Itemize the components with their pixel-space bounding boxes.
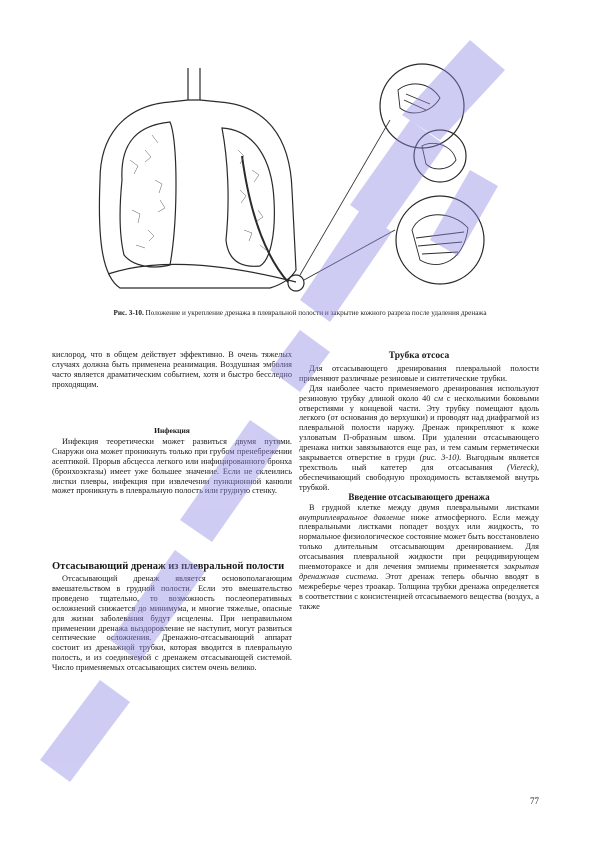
tube-p2-part-c: Выгодным является трехстволь ный катетер для отсасывания <box>299 453 540 472</box>
drainage-paragraph: Отсасывающий дренаж является основополагающим вмешательством в грудной полости. Если это вмешательство проведено тщательно, то возможность послеоперативных осложнений снижается до минимума, и многие тяжелые, опасные для жизни заболевания будут исцелены. При неправильном применении дренажа выздоровление не наступит, могут развиться септические осложнения. Дренажно-отсасывающий аппарат состоит из дренажной трубки, которая вводится в плевральную полость, и из соединяемой с дренажем отсасывающей системой. Число применяемых отсасывающих систем очень велико. <box>52 574 292 673</box>
left-column-intro <box>52 350 292 390</box>
page-number: 77 <box>530 796 539 806</box>
right-column <box>299 352 539 612</box>
left-column-drainage <box>52 561 292 673</box>
tube-p2-part-d: , обеспечивающий свободную проходимость вставляемой внутрь трубкой. <box>299 462 539 492</box>
intro-paragraph: кислород, что в общем действует эффективно. В очень тяжелых случаях должна быть применена реанимация. Воздушная эмболия часто является драматическим событием, хотя и быстро бесследно проходящим. <box>52 350 292 389</box>
left-column-infection <box>52 426 292 496</box>
intro-p1-term-2: закрытая дренажная система. <box>299 562 539 581</box>
tube-p2-part-a: Для наиболее часто применяемого дренирования используют резиновую трубку длиной около 40 <box>299 383 539 403</box>
tube-p2-figure-ref: (рис. 3-10). <box>419 453 462 463</box>
figure-caption-text: Положение и укрепление дренажа в плевральной полости и закрытие кожного разреза после удаления дренажа <box>143 309 487 317</box>
drainage-heading: Отсасывающий дренаж из плевральной полости <box>52 561 285 572</box>
intro-p1-part-c: Этот дренаж теперь обычно вводят в межреберье через троакар. Толщина трубки дренажа определяется в соответствии с консистенцией отсасываемого вещества (воздух, а также <box>299 571 539 611</box>
intro-drainage-paragraph <box>299 503 539 612</box>
intro-drainage-heading: Введение отсасывающего дренажа <box>348 491 490 502</box>
tube-p2-part-b: с несколькими боковыми отверстиями у концевой части. Эту трубку помещают вдоль легкого (от основания до верхушки) и проводят над диафрагмой из плевральной полости наружу. Дренаж прикрепляют к коже узловатым П-образным швом. При удалении отсасывающего дренажа нитки завязываются еще раз, и тем самым герметически закрывается отверстие в груди <box>299 393 539 463</box>
figure-caption <box>62 309 538 318</box>
figure-caption-label: Рис. 3-10. <box>113 309 144 317</box>
figure-illustration <box>60 60 540 305</box>
tube-paragraph-2 <box>299 384 539 493</box>
tube-paragraph-1: Для отсасывающего дренирования плевральной полости применяют различные резиновые и синтетические трубки. <box>299 363 539 383</box>
intro-p1-part-a: В грудной клетке между двумя плевральными листками <box>309 502 539 512</box>
infection-paragraph: Инфекция теоретически может развиться двумя путями. Снаружи она может проникнуть только при грубом пренебрежении асептикой. Прорыв абсцесса легкого или инфицированного бронха (бронхоэктазы) имеет уже большее значение. Если не склеились листки плевры, инфекция при извлечении пункционной канюли может проникнуть в плевральную полость или грудную стенку. <box>52 436 292 496</box>
infection-heading: Инфекция <box>154 426 190 435</box>
tube-p2-unit: см <box>434 393 444 403</box>
intro-p1-part-b: ниже атмосферного. Если между плевральными листками попадет воздух или жидкость, то нормальное физиологическое состояние может быть восстановлено только длительным отсасывающим дренированием. Для отсасывания плевральной жидкости при рецидивирующем пневмотораксе и для лечения эмпиемы применяется <box>299 512 539 572</box>
intro-p1-term: внутриплевральное давление <box>299 512 405 522</box>
tube-heading: Трубка отсоса <box>388 351 450 361</box>
tube-p2-name: (Viereck) <box>506 462 537 472</box>
